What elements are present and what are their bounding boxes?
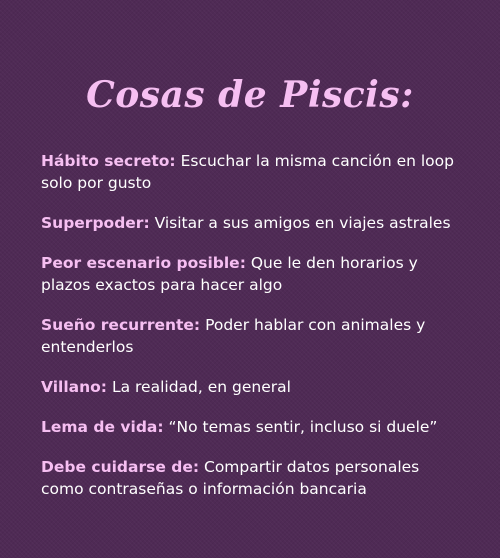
list-item-superpower: [41, 212, 461, 234]
item-label: Villano:: [41, 378, 108, 396]
item-text: “No temas sentir, incluso si duele”: [168, 418, 438, 436]
item-label: Debe cuidarse de:: [41, 458, 200, 476]
item-label: Superpoder:: [41, 214, 150, 232]
item-text: Escuchar la misma canción en loop solo por gusto: [41, 152, 454, 192]
item-text: Poder hablar con animales y entenderlos: [41, 316, 426, 356]
item-text: Que le den horarios y plazos exactos para hacer algo: [41, 254, 418, 294]
item-text: La realidad, en general: [111, 378, 291, 396]
item-label: Peor escenario posible:: [41, 254, 246, 272]
list-item-beware-of: [41, 456, 461, 500]
traits-list: [41, 150, 461, 518]
item-text: Visitar a sus amigos en viajes astrales: [154, 214, 451, 232]
list-item-life-motto: [41, 416, 461, 438]
item-text: Compartir datos personales como contraseñas o información bancaria: [41, 458, 420, 498]
page-title: Cosas de Piscis:: [86, 74, 414, 116]
item-label: Lema de vida:: [41, 418, 164, 436]
item-label: Hábito secreto:: [41, 152, 176, 170]
list-item-worst-scenario: [41, 252, 461, 296]
list-item-villain: [41, 376, 461, 398]
list-item-secret-habit: [41, 150, 461, 194]
item-label: Sueño recurrente:: [41, 316, 201, 334]
list-item-recurring-dream: [41, 314, 461, 358]
